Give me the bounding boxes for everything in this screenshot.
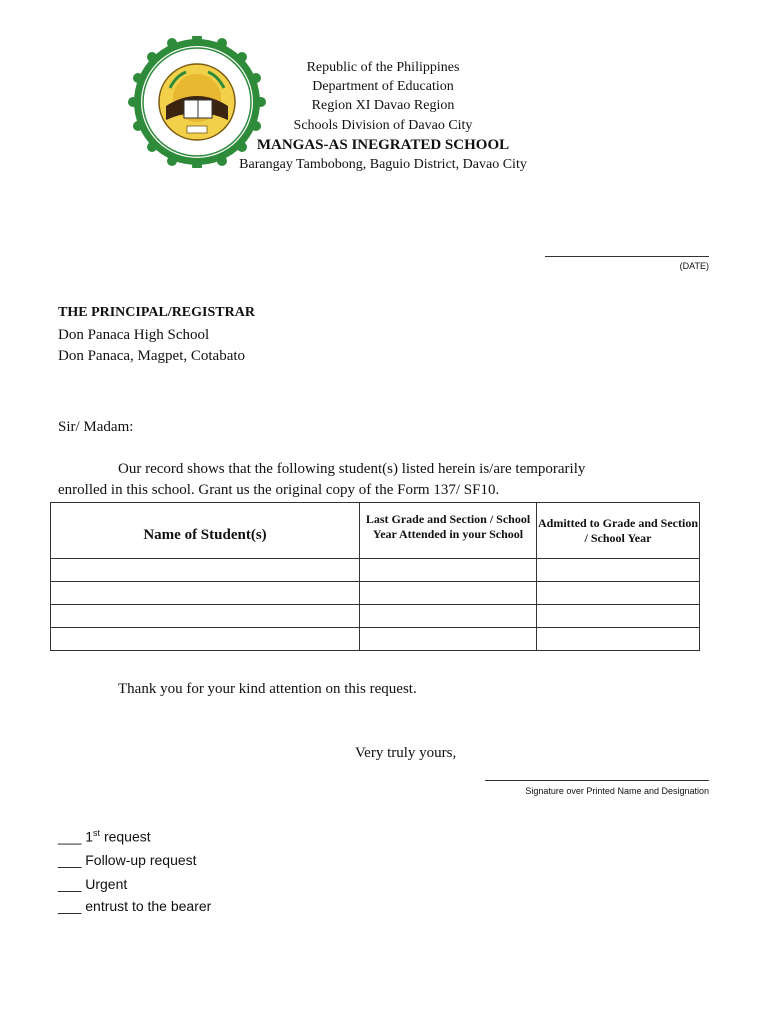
- paragraph-line-1: Our record shows that the following student(s) listed herein is/are temporarily: [118, 461, 586, 477]
- first-request-number: 1: [85, 828, 94, 845]
- table-row: [51, 559, 700, 582]
- bearer-label: entrust to the bearer: [85, 898, 212, 914]
- signature-line: [485, 780, 709, 781]
- student-name-cell[interactable]: [51, 628, 360, 651]
- first-request-label: request: [100, 828, 151, 845]
- thanks-text: Thank you for your kind attention on this request.: [118, 681, 417, 697]
- checkbox-blank[interactable]: ___: [58, 876, 82, 892]
- first-request-suffix: st: [93, 828, 101, 838]
- student-name-cell[interactable]: [51, 605, 360, 628]
- admitted-grade-cell[interactable]: [537, 559, 700, 582]
- header-last-grade-section: Last Grade and Section / School Year Attended in your School: [360, 503, 537, 559]
- checklist-first-request: [58, 828, 151, 845]
- header-admitted-grade-section: Admitted to Grade and Section / School Year: [537, 503, 700, 559]
- salutation: Sir/ Madam:: [58, 419, 134, 435]
- student-records-table: [50, 502, 700, 651]
- header-division: Schools Division of Davao City: [293, 118, 473, 133]
- last-grade-cell[interactable]: [360, 582, 537, 605]
- last-grade-cell[interactable]: [360, 605, 537, 628]
- recipient-school: Don Panaca High School: [58, 327, 210, 343]
- header-school-name: MANGAS-AS INEGRATED SCHOOL: [256, 137, 510, 153]
- table-header-row: [51, 503, 700, 559]
- table-row: [51, 582, 700, 605]
- header-region: Region XI Davao Region: [311, 98, 455, 113]
- table-row: [51, 605, 700, 628]
- header-department: Department of Education: [312, 79, 454, 94]
- header-student-name: Name of Student(s): [51, 503, 360, 559]
- checklist-followup: [58, 852, 197, 868]
- closing-text: Very truly yours,: [355, 745, 457, 761]
- header-republic: Republic of the Philippines: [306, 60, 460, 75]
- signature-label: Signature over Printed Name and Designation: [525, 786, 709, 796]
- checkbox-blank[interactable]: ___: [58, 898, 82, 914]
- paragraph-line-2: enrolled in this school. Grant us the original copy of the Form 137/ SF10.: [58, 482, 500, 498]
- admitted-grade-cell[interactable]: [537, 628, 700, 651]
- student-name-cell[interactable]: [51, 582, 360, 605]
- date-line: [545, 256, 709, 257]
- recipient-title: THE PRINCIPAL/REGISTRAR: [58, 305, 255, 320]
- table-row: [51, 628, 700, 651]
- checklist-urgent: [58, 876, 127, 892]
- checklist-bearer: [58, 898, 211, 914]
- admitted-grade-cell[interactable]: [537, 582, 700, 605]
- header-school-address: Barangay Tambobong, Baguio District, Davao City: [239, 157, 527, 172]
- checkbox-blank[interactable]: ___: [58, 852, 82, 868]
- last-grade-cell[interactable]: [360, 628, 537, 651]
- urgent-label: Urgent: [85, 876, 128, 892]
- date-label: (DATE): [679, 261, 709, 271]
- checkbox-blank[interactable]: ___: [58, 828, 82, 845]
- recipient-address: Don Panaca, Magpet, Cotabato: [58, 348, 246, 364]
- admitted-grade-cell[interactable]: [537, 605, 700, 628]
- last-grade-cell[interactable]: [360, 559, 537, 582]
- student-name-cell[interactable]: [51, 559, 360, 582]
- followup-label: Follow-up request: [85, 852, 197, 868]
